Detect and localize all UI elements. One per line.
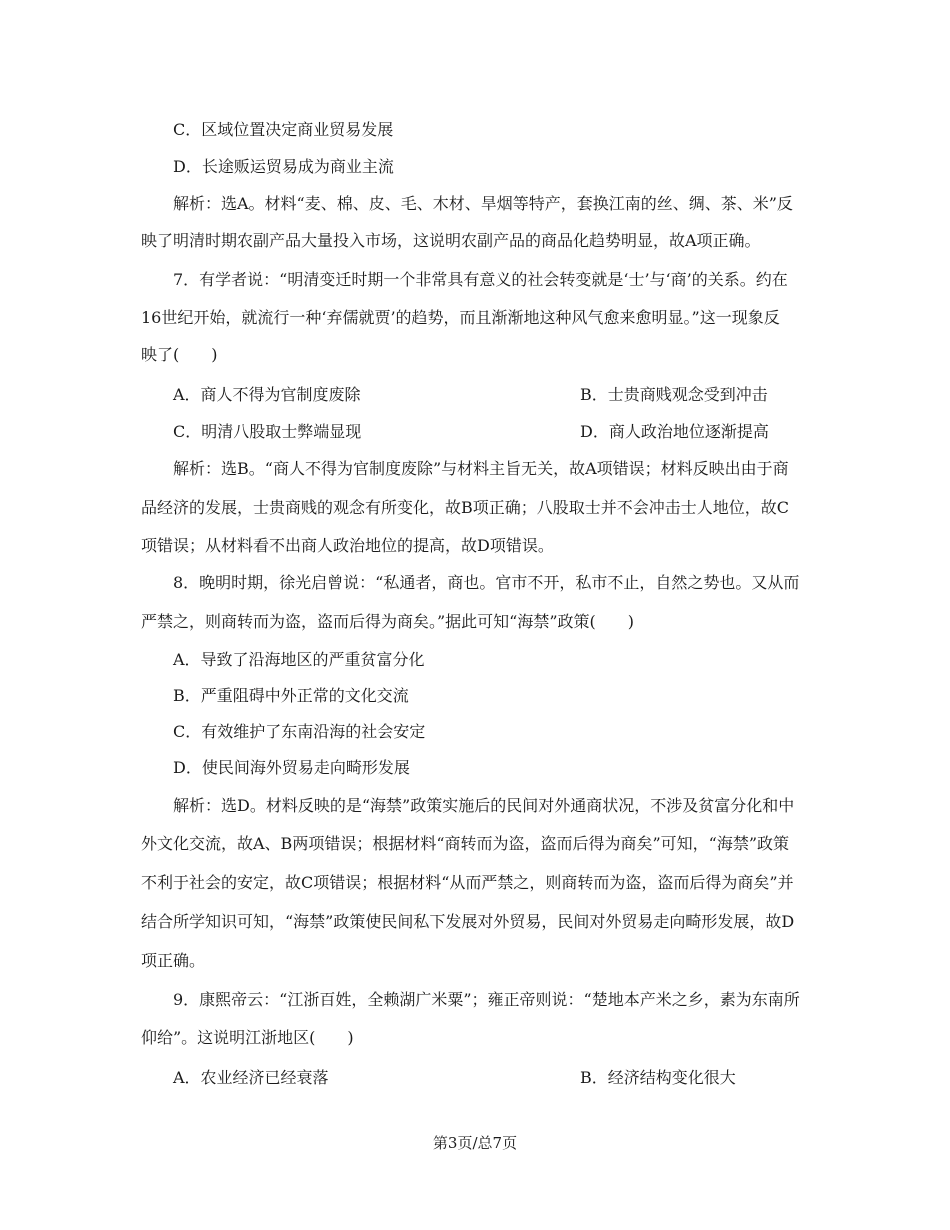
q7-stem-line-1: 7．有学者说：“明清变迁时期一个非常具有意义的社会转变就是‘士’与‘商’的关系。约在 bbox=[173, 270, 788, 289]
q8-stem-line-1: 8．晚明时期，徐光启曾说：“私通者，商也。官市不开，私市不止，自然之势也。又从而 bbox=[173, 573, 800, 592]
q8-option-d: D．使民间海外贸易走向畸形发展 bbox=[173, 758, 410, 777]
q8-option-c: C．有效维护了东南沿海的社会安定 bbox=[173, 722, 426, 741]
q8-stem-line-2: 严禁之，则商转而为盗，盗而后得为商矣。”据此可知“海禁”政策( ) bbox=[141, 612, 635, 631]
q8-option-a: A．导致了沿海地区的严重贫富分化 bbox=[173, 650, 425, 669]
q8-option-b: B．严重阻碍中外正常的文化交流 bbox=[173, 686, 409, 705]
q7-options-row-2 bbox=[173, 422, 950, 442]
q7-option-d: D．商人政治地位逐渐提高 bbox=[580, 422, 769, 441]
q7-analysis-line-1: 解析：选B。“商人不得为官制度废除”与材料主旨无关，故A项错误；材料反映出由于商 bbox=[173, 459, 789, 478]
q6-option-c: C．区域位置决定商业贸易发展 bbox=[173, 120, 394, 139]
q6-analysis-line-2: 映了明清时期农副产品大量投入市场，这说明农副产品的商品化趋势明显，故A项正确。 bbox=[141, 231, 761, 250]
q9-stem-line-2: 仰给”。这说明江浙地区( ) bbox=[141, 1028, 354, 1047]
q8-analysis-line-5: 项正确。 bbox=[141, 951, 206, 970]
q7-stem-line-2: 16世纪开始，就流行一种‘弃儒就贾’的趋势，而且渐渐地这种风气愈来愈明显。”这一现象反 bbox=[141, 308, 780, 327]
page-footer: 第3页/总7页 bbox=[432, 1134, 518, 1152]
q8-analysis-line-3: 不利于社会的安定，故C项错误；根据材料“从而严禁之，则商转而为盗，盗而后得为商矣”并 bbox=[141, 873, 794, 892]
q7-option-c: C．明清八股取士弊端显现 bbox=[173, 422, 362, 441]
q7-analysis-line-3: 项错误；从材料看不出商人政治地位的提高，故D项错误。 bbox=[141, 536, 554, 555]
q7-stem-line-3: 映了( ) bbox=[141, 345, 218, 364]
q6-analysis-line-1: 解析：选A。材料“麦、棉、皮、毛、木材、旱烟等特产，套换江南的丝、绸、茶、米”反 bbox=[173, 194, 793, 213]
q9-option-a: A．农业经济已经衰落 bbox=[173, 1068, 329, 1087]
q7-options-row-1 bbox=[173, 385, 950, 405]
q8-analysis-line-1: 解析：选D。材料反映的是“海禁”政策实施后的民间对外通商状况，不涉及贫富分化和中 bbox=[173, 796, 795, 815]
q9-option-b: B．经济结构变化很大 bbox=[580, 1068, 736, 1087]
q8-analysis-line-4: 结合所学知识可知，“海禁”政策使民间私下发展对外贸易，民间对外贸易走向畸形发展，故D bbox=[141, 912, 795, 931]
q9-stem-line-1: 9．康熙帝云：“江浙百姓，全赖湖广米粟”；雍正帝则说：“楚地本产米之乡，素为东南所 bbox=[173, 990, 800, 1009]
q7-analysis-line-2: 品经济的发展，士贵商贱的观念有所变化，故B项正确；八股取士并不会冲击士人地位，故C bbox=[141, 498, 790, 517]
q7-option-b: B．士贵商贱观念受到冲击 bbox=[580, 385, 768, 404]
q7-option-a: A．商人不得为官制度废除 bbox=[173, 385, 361, 404]
q6-option-d: D．长途贩运贸易成为商业主流 bbox=[173, 157, 394, 176]
q8-analysis-line-2: 外文化交流，故A、B两项错误；根据材料“商转而为盗，盗而后得为商矣”可知，“海禁”政策 bbox=[141, 834, 790, 853]
